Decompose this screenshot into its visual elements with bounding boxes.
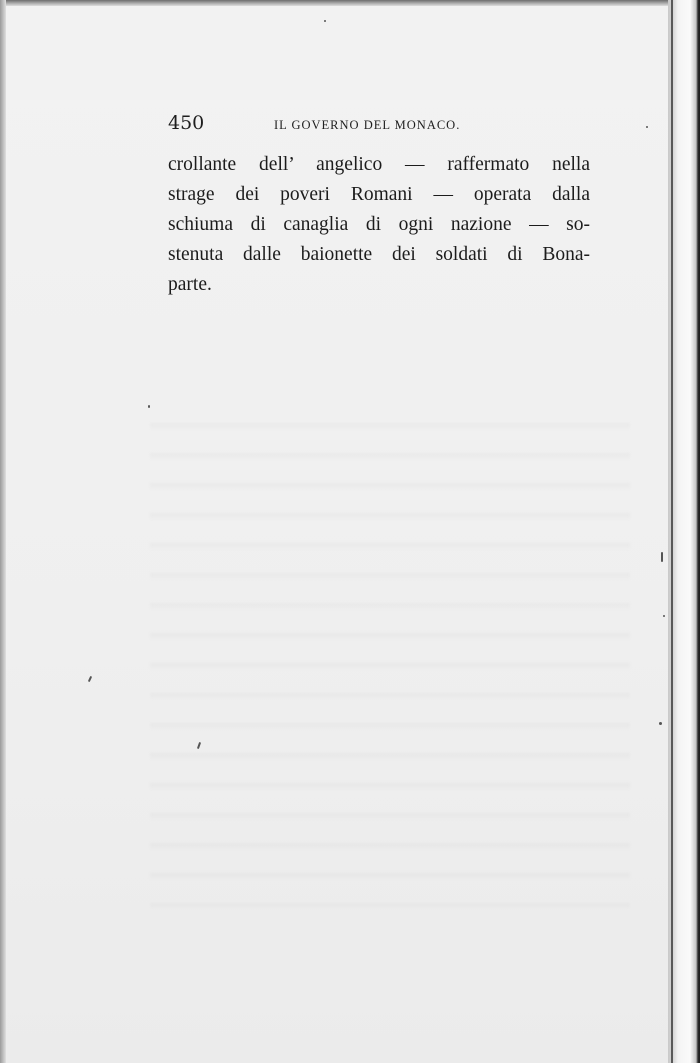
running-head: IL GOVERNO DEL MONACO. [274,118,461,132]
page-header [168,112,590,140]
text-line: strage dei poveri Romani — operata dalla [168,184,590,205]
page-number: 450 [168,112,205,134]
bleed-through-text [150,400,630,920]
ink-speck [659,722,662,725]
ink-speck [646,126,648,128]
ink-speck [663,615,665,617]
ink-speck [661,552,663,562]
page-left-edge [0,0,6,1063]
page-top-edge [0,0,700,6]
text-line: stenuta dalle baionette dei soldati di Bona- [168,244,590,265]
ink-speck [148,405,150,408]
text-line: parte. [168,274,212,295]
ink-speck [324,20,326,22]
page-right-border [668,0,700,1063]
body-paragraph [168,150,590,300]
text-line: schiuma di canaglia di ogni nazione — so- [168,214,590,235]
border-line [671,0,673,1063]
text-line: crollante dell’ angelico — raffermato nella [168,154,590,175]
